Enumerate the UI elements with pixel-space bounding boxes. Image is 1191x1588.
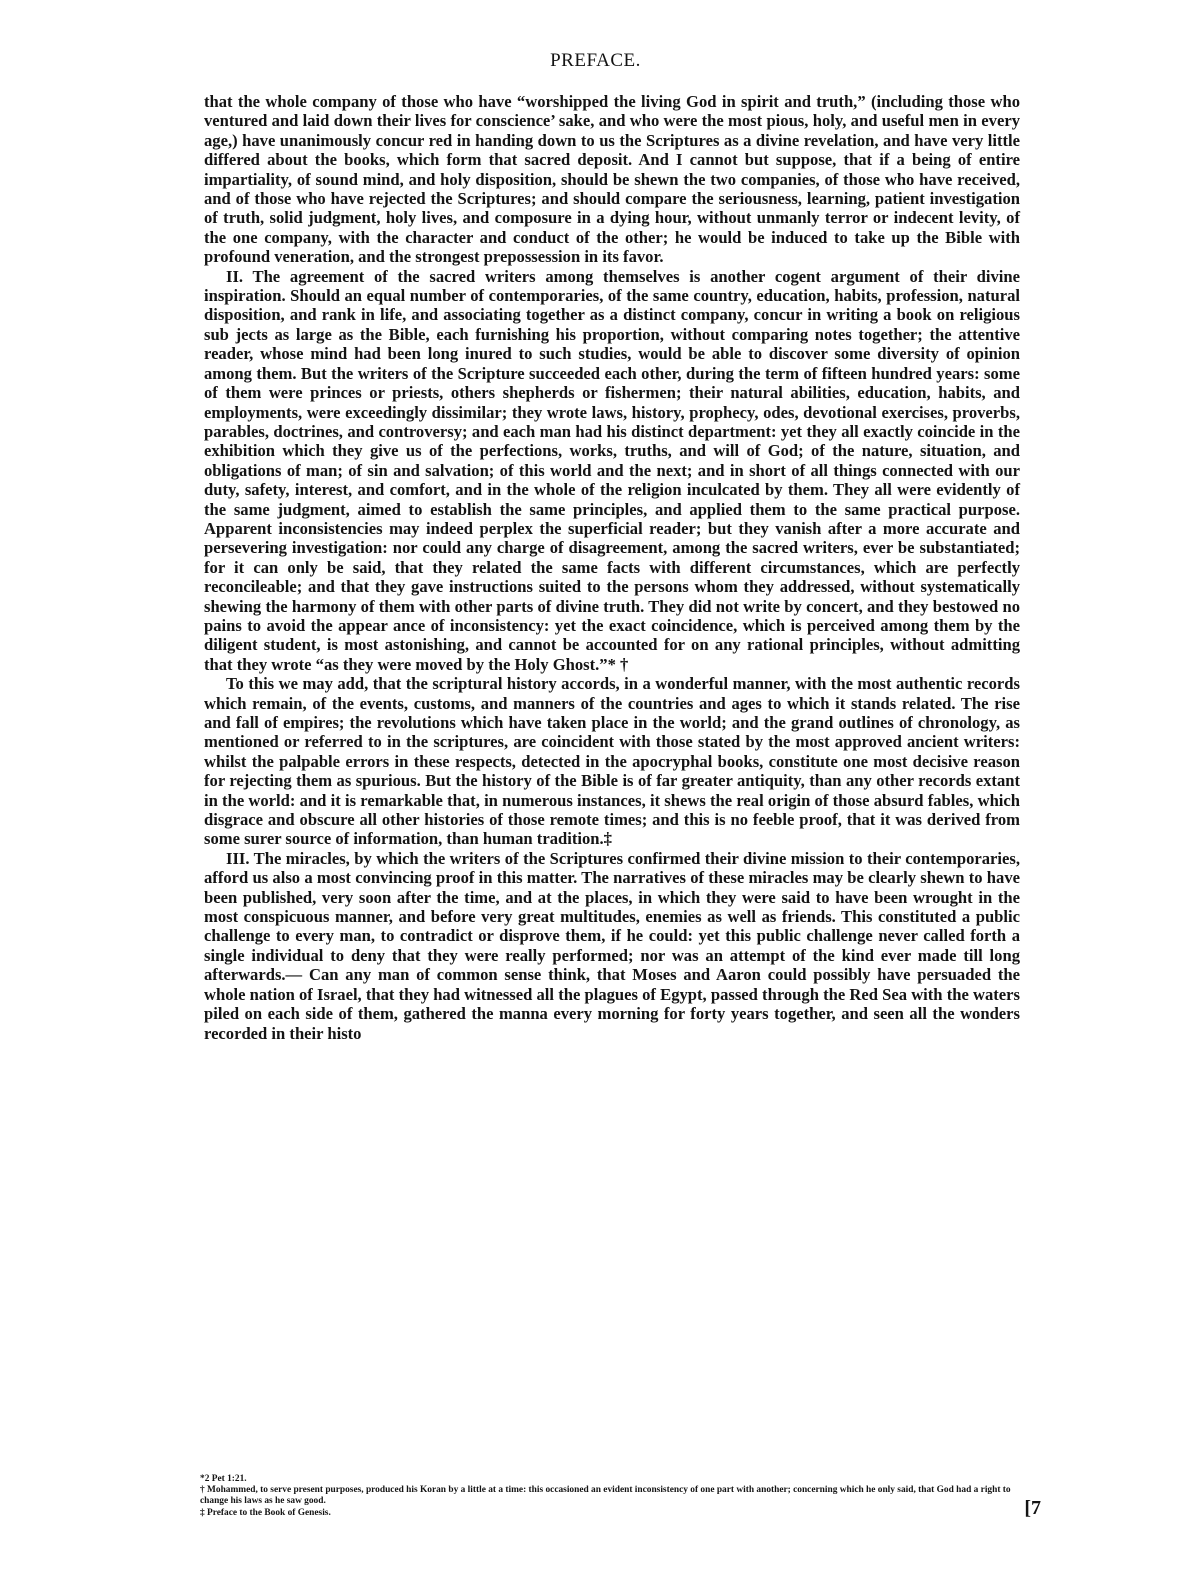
preface-body — [204, 92, 1020, 1043]
paragraph-continued: that the whole company of those who have “worshipped the living God in spirit and truth,” (including those who ventured and laid down their lives for conscience’ sake, and who were the most pious, holy, and useful men in every age,) have unanimously concur red in handing down to us the Scriptures as a divine revelation, and have very little differed about the books, which form that sacred deposit. And I cannot but suppose, that if a being of entire impartiality, of sound mind, and holy disposition, should be shewn the two companies, of those who have received, and of those who have rejected the Scriptures; and should compare the seriousness, learning, patient investigation of truth, solid judgment, holy lives, and composure in a dying hour, without unmanly terror or indecent levity, of the one company, with the character and conduct of the other; he would be induced to take up the Bible with profound veneration, and the strongest prepossession in its favor. — [204, 92, 1020, 267]
footnote-dagger: † Mohammed, to serve present purposes, produced his Koran by a little at a time: this occasioned an evident inconsistency of one part with another; concerning which he only said, that God had a right to change his laws as he saw good. — [200, 1485, 1011, 1507]
page-title: PREFACE. — [550, 50, 641, 71]
footnotes — [200, 1474, 1030, 1519]
footnote-double-dagger: ‡ Preface to the Book of Genesis. — [200, 1507, 331, 1518]
page-marker: [7 — [1024, 1497, 1041, 1519]
paragraph-agreement-of-writers: II. The agreement of the sacred writers among themselves is another cogent argument of their divine inspiration. Should an equal number of contemporaries, of the same country, education, habits, profession, natural disposition, and rank in life, and associating together as a distinct company, concur in writing a book on religious sub jects as large as the Bible, each furnishing his proportion, without comparing notes together; the attentive reader, whose mind had been long inured to such studies, would be able to discover some diversity of opinion among them. But the writers of the Scripture succeeded each other, during the term of fifteen hundred years: some of them were princes or priests, others shepherds or fishermen; their natural abilities, education, habits, and employments, were exceedingly dissimilar; they wrote laws, history, prophecy, odes, devotional exercises, proverbs, parables, doctrines, and controversy; and each man had his distinct department: yet they all exactly coincide in the exhibition which they give us of the perfections, works, truths, and will of God; of the nature, situation, and obligations of man; of sin and salvation; of this world and the next; and in short of all things connected with our duty, safety, interest, and comfort, and in the whole of the religion inculcated by them. They all were evidently of the same judgment, aimed to establish the same principles, and applied them to the same practical purpose. Apparent inconsistencies may indeed perplex the superficial reader; but they vanish after a more accurate and persevering investigation: nor could any charge of disagreement, among the sacred writers, ever be substantiated; for it can only be said, that they related the same facts with different circumstances, which are perfectly reconcileable; and that they gave instructions suited to the persons whom they addressed, without systematically shewing the harmony of them with other parts of divine truth. They did not write by concert, and they bestowed no pains to avoid the appear ance of inconsistency: yet the exact coincidence, which is perceived among them by the diligent student, is most astonishing, and cannot be accounted for on any rational principles, without admitting that they wrote “as they were moved by the Holy Ghost.”* † — [204, 266, 1020, 674]
footnote-asterisk: *2 Pet 1:21. — [200, 1474, 247, 1484]
paragraph-scriptural-history: To this we may add, that the scriptural history accords, in a wonderful manner, with the most authentic records which remain, of the events, customs, and manners of the countries and ages to which it stands related. The rise and fall of empires; the revolutions which have taken place in the world; and the grand outlines of chronology, as mentioned or referred to in the scriptures, are coincident with those stated by the most approved ancient writers: whilst the palpable errors in these respects, detected in the apocryphal books, constitute one most decisive reason for rejecting them as spurious. But the history of the Bible is of far greater antiquity, than any other records extant in the world: and it is remarkable that, in numerous instances, it shews the real origin of those absurd fables, which disgrace and obscure all other histories of those remote times; and this is no feeble proof, that it was derived from some surer source of information, than human tradition.‡ — [204, 674, 1020, 849]
paragraph-miracles: III. The miracles, by which the writers of the Scriptures confirmed their divine mission to their contemporaries, afford us also a most convincing proof in this matter. The narratives of these miracles may be clearly shewn to have been published, very soon after the time, and at the places, in which they were said to have been wrought in the most conspicuous manner, and before very great multitudes, enemies as well as friends. This constituted a public challenge to every man, to contradict or disprove them, if he could: yet this public challenge never called forth a single individual to deny that they were really performed; nor was an attempt of the kind ever made till long afterwards.— Can any man of common sense think, that Moses and Aaron could possibly have persuaded the whole nation of Israel, that they had witnessed all the plagues of Egypt, passed through the Red Sea with the waters piled on each side of them, gathered the manna every morning for forty years together, and seen all the wonders recorded in their histo — [204, 848, 1020, 1043]
